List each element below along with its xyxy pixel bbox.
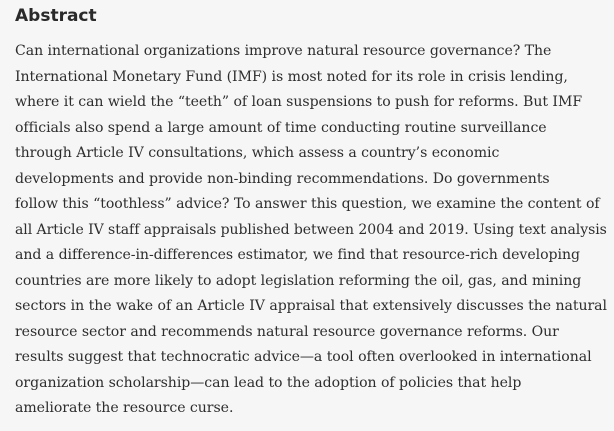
abstract-line: results suggest that technocratic advice—a tool often overlooked in international: [15, 349, 592, 365]
abstract-line: officials also spend a large amount of time conducting routine surveillance: [15, 119, 547, 136]
abstract-line: resource sector and recommends natural resource governance reforms. Our: [15, 323, 559, 340]
abstract-line: sectors in the wake of an Article IV appraisal that extensively discusses the natural: [15, 298, 607, 314]
abstract-line: Can international organizations improve natural resource governance? The: [15, 43, 552, 59]
abstract-line: developments and provide non-binding recommendations. Do governments: [15, 170, 550, 187]
abstract-line: countries are more likely to adopt legislation reforming the oil, gas, and mining: [15, 272, 582, 289]
abstract-heading: Abstract: [15, 6, 97, 26]
abstract-line: International Monetary Fund (IMF) is most noted for its role in crisis lending,: [15, 68, 568, 85]
abstract-line: ameliorate the resource curse.: [15, 400, 234, 416]
abstract-line: through Article IV consultations, which assess a country’s economic: [15, 145, 500, 161]
abstract-line: organization scholarship—can lead to the adoption of policies that help: [15, 374, 522, 391]
abstract-line: follow this “toothless” advice? To answer this question, we examine the content of: [15, 196, 600, 212]
abstract-line: where it can wield the “teeth” of loan suspensions to push for reforms. But IMF: [15, 94, 583, 110]
abstract-line: and a difference-in-differences estimator, we find that resource-rich developing: [15, 247, 580, 263]
abstract-line: all Article IV staff appraisals published between 2004 and 2019. Using text analysis: [15, 221, 607, 238]
abstract-body: [15, 39, 608, 422]
